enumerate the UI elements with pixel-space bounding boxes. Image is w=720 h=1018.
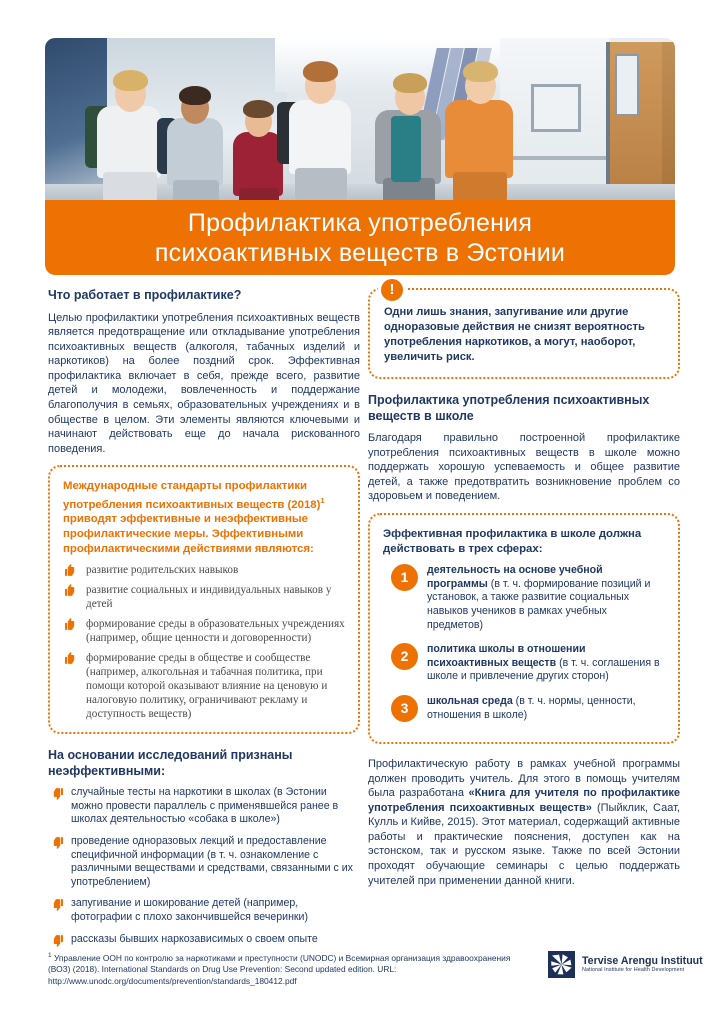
- effective-lead-before: Международные стандарты профилактики употребления психоактивных веществ (2018): [63, 480, 321, 511]
- ineffective-measures-list: [48, 786, 360, 946]
- photo-student: [433, 50, 529, 200]
- effective-measures-box: [48, 465, 360, 734]
- page-title: [155, 208, 565, 268]
- spheres-list: [383, 564, 665, 729]
- logo-name: Tervise Arengu Instituut: [582, 955, 703, 967]
- thumbs-down-icon: [50, 836, 63, 849]
- thumbs-down-icon: [50, 787, 63, 800]
- list-item: [48, 835, 360, 889]
- photo-picture-frame: [531, 84, 581, 132]
- logo-text-block: [582, 955, 703, 974]
- exclamation-icon: !: [378, 276, 406, 304]
- thumbs-up-icon: [65, 584, 78, 597]
- thumbs-down-icon: [50, 934, 63, 947]
- spheres-box-lead: Эффективная профилактика в школе должна действовать в трех сферах:: [383, 527, 642, 555]
- footnote-text: Управление ООН по контролю за наркотиками и преступности (UNODC) и Всемирная организация здравоохранения (ВОЗ) (2018). International Standards on Drug Use Prevention: Second updated edition. URL: http://www.unodc.org/documents/prevention/standards_180412.pdf: [48, 952, 511, 986]
- list-item: [383, 564, 665, 632]
- institute-logo-icon: [548, 951, 575, 978]
- ineffective-heading: На основании исследований признаны неэффективными:: [48, 748, 293, 778]
- closing-part-1: Профилактическую работу в рамках учебной программы должен проводить учитель. Для этого в помощь учителям была разработана: [368, 757, 680, 800]
- closing-part-2: (Пыйклик, Саат, Кулль и Кийве, 2015). Этот материал, содержащий активные работы и практические пояснения, доступен как на эстонском, так и русском языке. Также по всей Эстонии проходят обучающие семинары с целью поддержать учителей при применении данной книги.: [368, 801, 680, 887]
- number-badge-1: 1: [391, 564, 418, 591]
- header-photo: [45, 38, 675, 200]
- photo-student: [273, 50, 369, 200]
- school-intro-paragraph: Благодаря правильно построенной профилактике употребления психоактивных веществ в школе можно поддержать хорошую успеваемость и общее развитие детей, а также предотвратить возникновение проблем со здоровьем и поведением.: [368, 432, 680, 503]
- warning-text: Одни лишь знания, запугивание или другие одноразовые действия не снизят вероятность употребления наркотиков, а могут, наоборот, увеличить риск.: [384, 306, 645, 363]
- footnote-marker: 1: [48, 952, 52, 959]
- photo-door-window: [615, 54, 639, 116]
- hero-title-band: [45, 200, 675, 275]
- effective-box-lead: [63, 479, 345, 556]
- effective-measures-list: [63, 563, 345, 721]
- list-item: [48, 897, 360, 924]
- sphere-title: политика школы в отношении психоактивных веществ: [427, 643, 586, 669]
- list-item: [63, 583, 345, 611]
- list-item: [48, 786, 360, 827]
- number-badge-3: 3: [391, 695, 418, 722]
- list-item-text: формирование среды в образовательных учреждениях (например, общие ценности и договоренности): [86, 618, 345, 645]
- list-item-text: запугивание и шокирование детей (например, фотографии с плохо закончившейся вечеринки): [71, 897, 308, 923]
- list-item: [63, 563, 345, 577]
- list-item-text: формирование среды в обществе и сообществе (например, алкогольная и табачная политика, при помощи которой оказывают влияние на ценовую и налоговую политику, ограничивают рекламу и доступность веществ): [86, 652, 328, 721]
- book-title: «Книга для учителя по профилактике употребления психоактивных веществ»: [368, 787, 680, 814]
- list-item-text: случайные тесты на наркотики в школах (в Эстонии можно провести параллель с применявшейся ранее в школах деятельностью «собака в школе»): [71, 786, 339, 826]
- list-item-text: развитие социальных и индивидуальных навыков у детей: [86, 584, 332, 611]
- sphere-title: школьная среда: [427, 694, 513, 707]
- three-spheres-box: [368, 513, 680, 744]
- organization-logo: [548, 951, 703, 978]
- sphere-detail: (в т. ч. нормы, ценности, отношения в школе): [427, 694, 636, 721]
- effective-lead-after: приводят эффективные и неэффективные профилактические меры. Эффективными профилактическими действиями являются:: [63, 513, 314, 555]
- hero-banner: [45, 38, 675, 275]
- warning-callout-box: [368, 281, 680, 379]
- list-item: [383, 643, 665, 684]
- left-intro-paragraph: Целью профилактики употребления психоактивных веществ является предотвращение или откладывание употребления психоактивных веществ (алкоголя, табачных изделий и наркотиков) на более поздний срок. Эффективная профилактика включает в себя, прежде всего, развитие детей и молодежи, вовлеченность и поддержание благополучия в семьях, образовательных учреждениях и в обществе в целом. Эти элементы являются ключевыми и начинают действовать еще до начала рискованного поведения.: [48, 311, 360, 455]
- list-item: [48, 933, 360, 947]
- thumbs-up-icon: [65, 618, 78, 631]
- page-title-line-2: психоактивных веществ в Эстонии: [154, 238, 566, 267]
- footnote: [48, 950, 518, 987]
- list-item: [383, 695, 665, 729]
- list-item: [63, 617, 345, 645]
- footnote-ref: 1: [320, 496, 325, 506]
- logo-subtitle: National Institute for Health Development: [582, 967, 685, 973]
- sphere-title: деятельность на основе учебной программы: [427, 564, 603, 590]
- thumbs-down-icon: [50, 898, 63, 911]
- right-column: [368, 281, 680, 897]
- left-column: [48, 288, 360, 946]
- page-title-line-1: Профилактика употребления: [187, 208, 533, 237]
- photo-door: [662, 42, 675, 200]
- sphere-detail: (в т. ч. формирование позиций и установок, а также развитие социальных навыков учеников в рамках учебных предметов): [427, 577, 651, 631]
- sphere-detail: (в т. ч. соглашения в школе и привлечение других сторон): [427, 656, 660, 683]
- thumbs-up-icon: [65, 652, 78, 665]
- list-item-text: рассказы бывших наркозависимых о своем опыте: [71, 932, 318, 945]
- left-heading: Что работает в профилактике?: [48, 288, 242, 302]
- thumbs-up-icon: [65, 564, 78, 577]
- list-item: [63, 651, 345, 721]
- school-section-heading: Профилактика употребления психоактивных веществ в школе: [368, 393, 650, 423]
- list-item-text: развитие родительских навыков: [86, 564, 239, 577]
- number-badge-2: 2: [391, 643, 418, 670]
- list-item-text: проведение одноразовых лекций и предоставление специфичной информации (в т. ч. ознакомление с различными веществами и средствами, связанными с их употреблением): [71, 834, 353, 888]
- closing-paragraph: [368, 757, 680, 888]
